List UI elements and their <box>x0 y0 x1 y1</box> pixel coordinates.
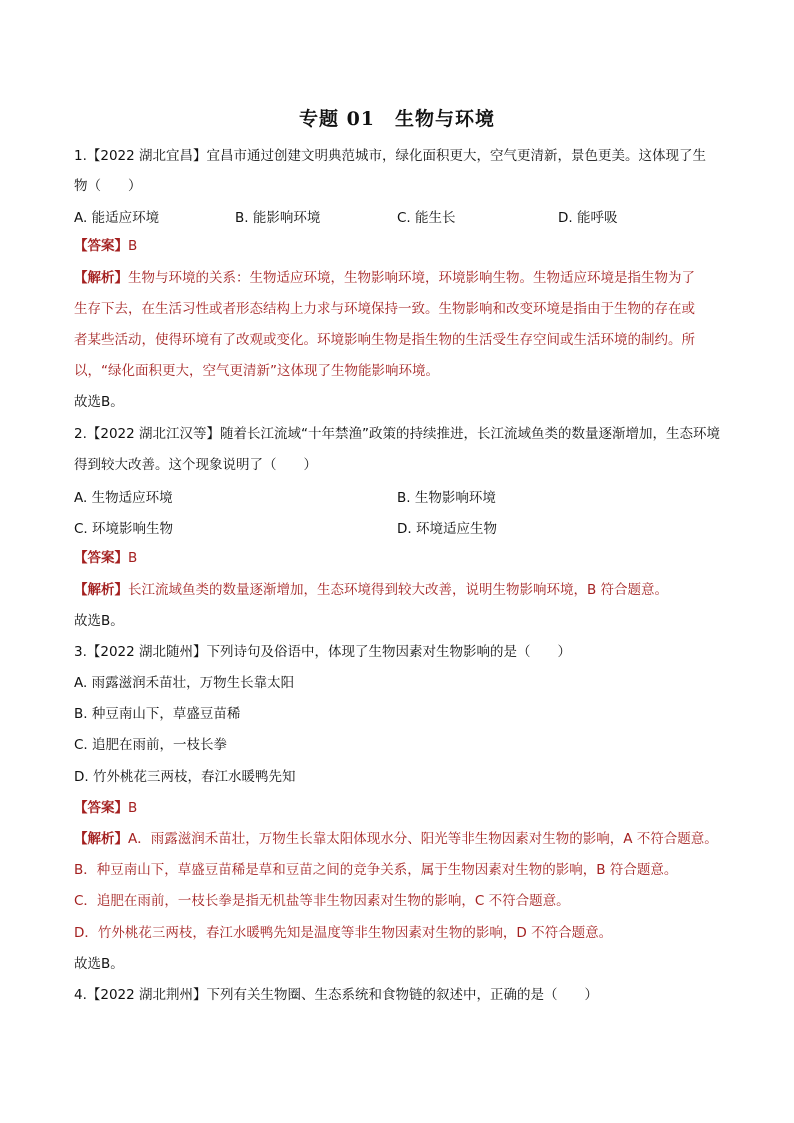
q1-stem-line2: 物（ ） <box>74 178 142 194</box>
q2-analysis-line1: 【解析】长江流域鱼类的数量逐渐增加，生态环境得到较大改善，说明生物影响环境，B 符合题意。 <box>74 582 669 598</box>
q3-analysis-line2: B．种豆南山下，草盛豆苗稀是草和豆苗之间的竞争关系，属于生物因素对生物的影响，B 符合题意。 <box>74 862 678 878</box>
q1-analysis-line1: 【解析】生物与环境的关系：生物适应环境，生物影响环境，环境影响生物。生物适应环境是指生物为了 <box>74 270 695 286</box>
q3-stem-line1: 3.【2022 湖北随州】下列诗句及俗语中，体现了生物因素对生物影响的是（ ） <box>74 644 572 660</box>
q2-option-b: B. 生物影响环境 <box>397 490 496 506</box>
q1-analysis-line2: 生存下去，在生活习性或者形态结构上力求与环境保持一致。生物影响和改变环境是指由于生物的存在或 <box>74 301 695 317</box>
q3-option-c: C. 追肥在雨前，一枝长拳 <box>74 737 228 753</box>
q3-option-b: B. 种豆南山下，草盛豆苗稀 <box>74 706 241 722</box>
q1-conclusion: 故选B。 <box>74 394 124 410</box>
q1-answer <box>74 236 724 256</box>
q3-answer-label: 【答案】 <box>74 800 128 816</box>
q2-answer-label: 【答案】 <box>74 550 128 566</box>
q3-conclusion: 故选B。 <box>74 956 124 972</box>
q2-stem-line2: 得到较大改善。这个现象说明了（ ） <box>74 457 317 473</box>
q3-analysis-label: 【解析】 <box>74 831 128 847</box>
q2-conclusion: 故选B。 <box>74 613 124 629</box>
q3-option-a: A. 雨露滋润禾苗壮，万物生长靠太阳 <box>74 675 295 691</box>
q2-answer <box>74 548 724 568</box>
q3-answer-value: B <box>128 800 138 816</box>
q1-option-a: A. 能适应环境 <box>74 210 160 226</box>
q2-option-c: C. 环境影响生物 <box>74 521 174 537</box>
q2-answer-value: B <box>128 550 138 566</box>
q2-stem-line1: 2.【2022 湖北江汉等】随着长江流域“十年禁渔”政策的持续推进，长江流域鱼类的数量逐渐增加，生态环境 <box>74 426 721 442</box>
q2-option-d: D. 环境适应生物 <box>397 521 497 537</box>
q1-option-b: B. 能影响环境 <box>235 210 321 226</box>
q3-option-d: D. 竹外桃花三两枝，春江水暖鸭先知 <box>74 769 296 785</box>
q1-analysis-line3: 者某些活动，使得环境有了改观或变化。环境影响生物是指生物的生活受生存空间或生活环境的制约。所 <box>74 332 695 348</box>
q1-answer-label: 【答案】 <box>74 238 128 254</box>
q2-option-a: A. 生物适应环境 <box>74 490 173 506</box>
q1-analysis-line4: 以，“绿化面积更大，空气更清新”这体现了生物能影响环境。 <box>74 363 439 379</box>
q4-stem-line1: 4.【2022 湖北荆州】下列有关生物圈、生态系统和食物链的叙述中，正确的是（ ） <box>74 987 599 1003</box>
q2-analysis-label: 【解析】 <box>74 582 128 598</box>
q3-analysis-line4: D．竹外桃花三两枝，春江水暖鸭先知是温度等非生物因素对生物的影响，D 不符合题意。 <box>74 925 613 941</box>
q1-option-d: D. 能呼吸 <box>558 210 618 226</box>
q1-analysis-label: 【解析】 <box>74 270 128 286</box>
q3-analysis-line3: C．追肥在雨前，一枝长拳是指无机盐等非生物因素对生物的影响，C 不符合题意。 <box>74 893 570 909</box>
q1-option-c: C. 能生长 <box>397 210 456 226</box>
q3-answer <box>74 798 724 818</box>
q1-stem-line1: 1.【2022 湖北宜昌】宜昌市通过创建文明典范城市，绿化面积更大，空气更清新，景色更美。这体现了生 <box>74 148 707 164</box>
q3-analysis-line1: 【解析】A．雨露滋润禾苗壮，万物生长靠太阳体现水分、阳光等非生物因素对生物的影响，A 不符合题意。 <box>74 831 718 847</box>
page-title: 专题 01 生物与环境 <box>298 108 496 130</box>
q1-answer-value: B <box>128 238 138 254</box>
